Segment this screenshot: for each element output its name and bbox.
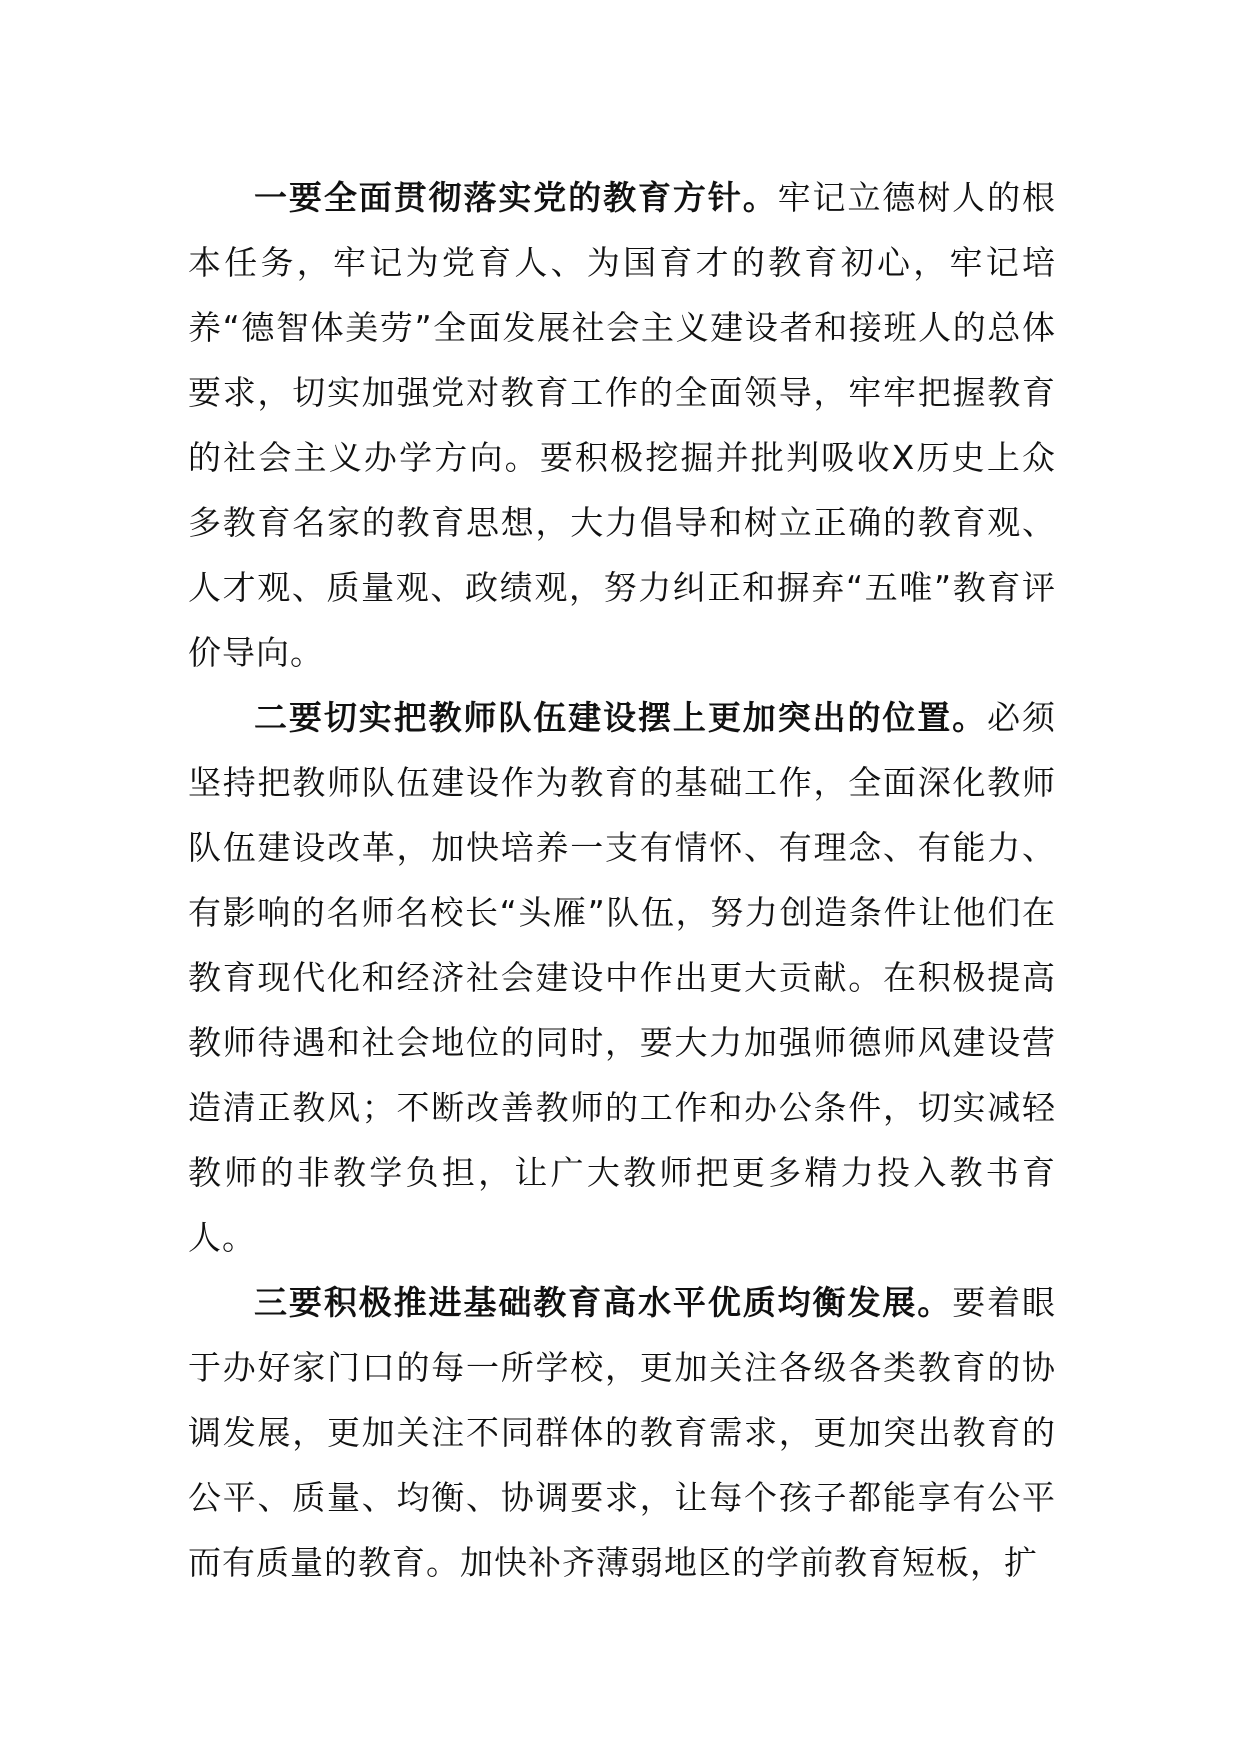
paragraph-body: 要着眼于办好家门口的每一所学校，更加关注各级各类教育的协调发展，更加关注不同群体的教育需求，更加突出教育的公平、质量、均衡、协调要求，让每个孩子都能享有公平而有质量的教育。加快补齐薄弱地区的学前教育短板，扩: [188, 1283, 1057, 1582]
paragraph-education-policy: [188, 165, 1056, 685]
paragraph-heading: 三要积极推进基础教育高水平优质均衡发展。: [254, 1283, 953, 1322]
paragraph-body: 牢记立德树人的根本任务，牢记为党育人、为国育才的教育初心，牢记培养“德智体美劳”全面发展社会主义建设者和接班人的总体要求，切实加强党对教育工作的全面领导，牢牢把握教育的社会主义办学方向。要积极挖掘并批判吸收X历史上众多教育名家的教育思想，大力倡导和树立正确的教育观、人才观、质量观、政绩观，努力纠正和摒弃“五唯”教育评价导向。: [188, 178, 1057, 672]
paragraph-heading: 一要全面贯彻落实党的教育方针。: [254, 178, 778, 217]
paragraph-basic-education: [188, 1270, 1056, 1595]
document-page: [188, 165, 1056, 1595]
paragraph-body: 必须坚持把教师队伍建设作为教育的基础工作，全面深化教师队伍建设改革，加快培养一支有情怀、有理念、有能力、有影响的名师名校长“头雁”队伍，努力创造条件让他们在教育现代化和经济社会建设中作出更大贡献。在积极提高教师待遇和社会地位的同时，要大力加强师德师风建设营造清正教风；不断改善教师的工作和办公条件，切实减轻教师的非教学负担，让广大教师把更多精力投入教书育人。: [188, 698, 1057, 1257]
paragraph-teacher-workforce: [188, 685, 1056, 1270]
paragraph-heading: 二要切实把教师队伍建设摆上更加突出的位置。: [254, 698, 988, 737]
